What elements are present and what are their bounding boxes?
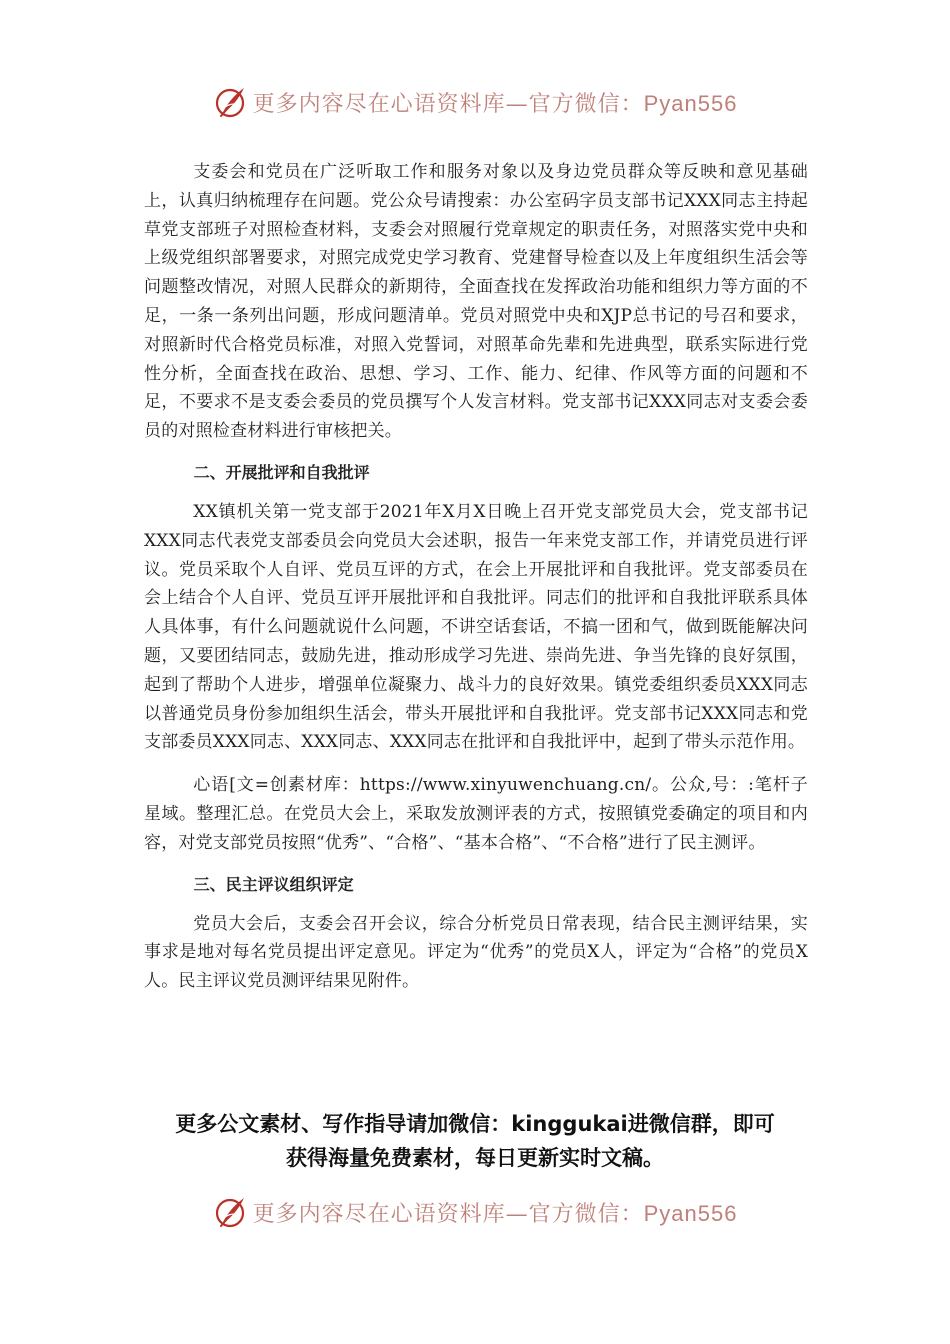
- document-body: [144, 158, 808, 996]
- paragraph-criticism: XX镇机关第一党支部于2021年X月X日晚上召开党支部党员大会，党支部书记XXX同志代表党支部委员会向党员大会述职，报告一年来党支部工作，并请党员进行评议。党员采取个人自评、党员互评的方式，在会上开展批评和自我批评。党支部委员在会上结合个人自评、党员互评开展批评和自我批评。同志们的批评和自我批评联系具体人具体事，有什么问题就说什么问题，不讲空话套话，不搞一团和气，做到既能解决问题，又要团结同志，鼓励先进，推动形成学习先进、崇尚先进、争当先锋的良好氛围，起到了帮助个人进步，增强单位凝聚力、战斗力的良好效果。镇党委组织委员XXX同志以普通党员身份参加组织生活会，带头开展批评和自我批评。党支部书记XXX同志和党支部委员XXX同志、XXX同志、XXX同志在批评和自我批评中，起到了带头示范作用。: [144, 501, 808, 753]
- banner-slogan: [253, 1197, 738, 1228]
- banner-slogan-text: 更多内容尽在心语资料库—官方微信：: [252, 91, 644, 117]
- feather-pen-logo-icon: [213, 1194, 249, 1230]
- banner-wechat-id: Pyan556: [643, 90, 738, 116]
- banner-slogan: [253, 87, 738, 118]
- feather-pen-logo-icon: [213, 84, 249, 120]
- promo-notice: [120, 1107, 830, 1175]
- promo-notice-line-2: 获得海量免费素材，每日更新实时文稿。: [286, 1146, 664, 1170]
- banner-slogan-text: 更多内容尽在心语资料库—官方微信：: [252, 1201, 644, 1227]
- banner-wechat-id: Pyan556: [643, 1200, 738, 1226]
- section-heading-criticism: 二、开展批评和自我批评: [193, 462, 370, 482]
- header-banner: [0, 82, 950, 122]
- promo-notice-line-1: 更多公文素材、写作指导请加微信：kinggukai进微信群，即可: [175, 1112, 775, 1136]
- paragraph-appraisal: 党员大会后，支委会召开会议，综合分析党员日常表现，结合民主测评结果，实事求是地对每名党员提出评定意见。评定为“优秀”的党员X人，评定为“合格”的党员X人。民主评议党员测评结果见附件。: [144, 913, 808, 992]
- section-heading-appraisal: 三、民主评议组织评定: [193, 874, 354, 894]
- paragraph-problem-list: 支委会和党员在广泛听取工作和服务对象以及身边党员群众等反映和意见基础上，认真归纳梳理存在问题。党公众号请搜索：办公室码字员支部书记XXX同志主持起草党支部班子对照检查材料，支委会对照履行党章规定的职责任务，对照落实党中央和上级党组织部署要求，对照完成党史学习教育、党建督导检查以及上年度组织生活会等问题整改情况，对照人民群众的新期待，全面查找在发挥政治功能和组织力等方面的不足，一条一条列出问题，形成问题清单。党员对照党中央和XJP总书记的号召和要求，对照新时代合格党员标准，对照入党誓词，对照革命先辈和先进典型，联系实际进行党性分析，全面查找在政治、思想、学习、工作、能力、纪律、作风等方面的问题和不足，不要求不是支委会委员的党员撰写个人发言材料。党支部书记XXX同志对支委会委员的对照检查材料进行审核把关。: [144, 162, 808, 442]
- paragraph-democratic-evaluation: 心语[文=创素材库：https://www.xinyuwenchuang.cn/。公众,号：:笔杆子星域。整理汇总。在党员大会上，采取发放测评表的方式，按照镇党委确定的项目和内容，对党支部党员按照“优秀”、“合格”、“基本合格”、“不合格”进行了民主测评。: [144, 775, 808, 853]
- footer-banner: [0, 1192, 950, 1232]
